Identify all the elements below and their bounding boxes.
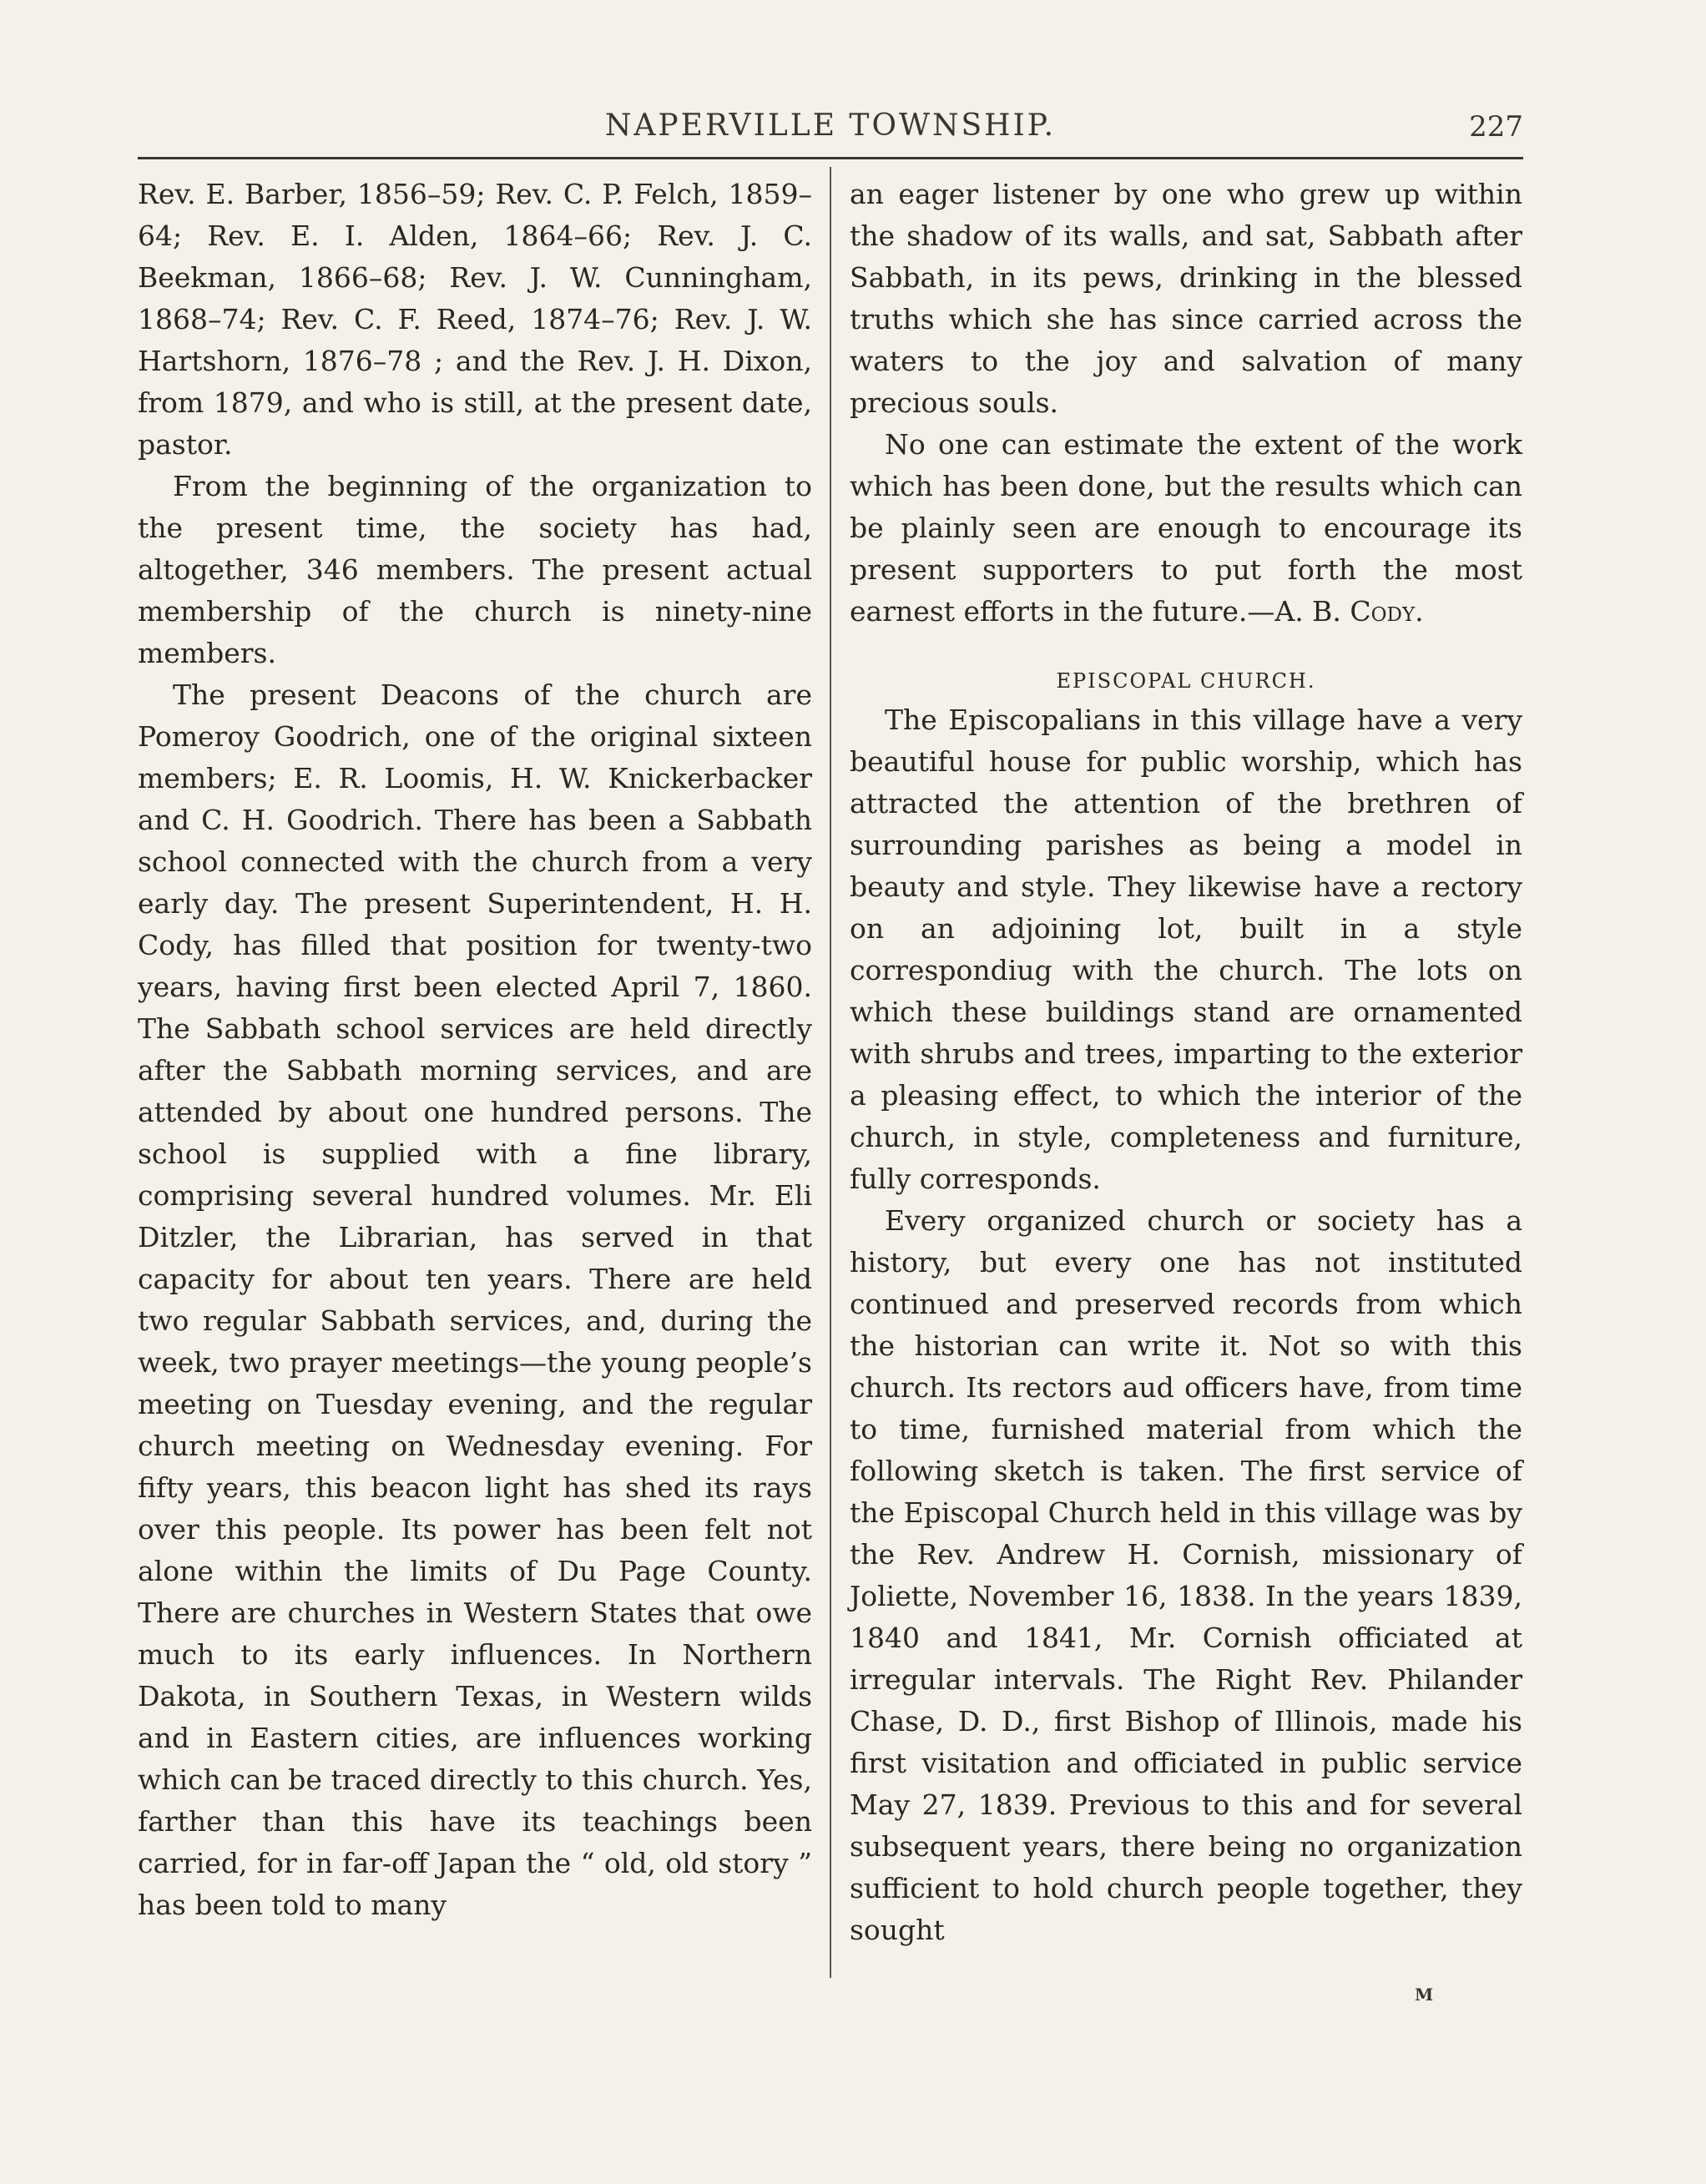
right-column — [850, 174, 1522, 1951]
paragraph-conclusion — [850, 424, 1522, 633]
column-divider — [830, 167, 831, 1978]
header-rule — [138, 157, 1523, 159]
page-title: NAPERVILLE TOWNSHIP. — [604, 108, 1057, 143]
paragraph-membership: From the beginning of the organization to the present time, the society has had, altogether, 346 members. The present actual membership of the church is ninety-nine members. — [138, 470, 812, 669]
paragraph-episcopal-history: Every organized church or society has a history, but every one has not instituted continued and preserved records from which the historian can write it. Not so with this church. Its rectors aud officers have, from time to time, furnished material from which the following sketch is taken. The first service of the Episcopal Church held in this village was by the Rev. Andrew H. Cornish, missionary of Joliette, November 16, 1838. In the years 1839, 1840 and 1841, Mr. Cornish officiated at irregular intervals. The Right Rev. Philander Chase, D. D., first Bishop of Illinois, made his first visitation and officiated in public service May 27, 1839. Previous to this and for several subsequent years, there being no organization sufficient to hold church people together, they sought — [850, 1204, 1522, 1946]
paragraph-episcopal-house: The Episcopalians in this village have a very beautiful house for public worship, which has attracted the attention of the brethren of surrounding parishes as being a model in beauty and style. They likewise have a rectory on an adjoining lot, built in a style correspondiug with the church. The lots on which these buildings stand are ornamented with shrubs and trees, imparting to the exterior a pleasing effect, to which the interior of the church, in style, completeness and furniture, fully corresponds. — [850, 704, 1522, 1195]
signature-mark: M — [1415, 1985, 1434, 2005]
paragraph-pastors: Rev. E. Barber, 1856–59; Rev. C. P. Felch, 1859–64; Rev. E. I. Alden, 1864–66; Rev. J. C. Beekman, 1866–68; Rev. J. W. Cunningham, 1868–74; Rev. C. F. Reed, 1874–76; Rev. J. W. Hartshorn, 1876–78 ; and the Rev. J. H. Dixon, from 1879, and who is still, at the present date, pastor. — [138, 178, 812, 461]
conclusion-text: No one can estimate the extent of the work which has been done, but the results which can be plainly seen are enough to encourage its present supporters to put forth the most earnest efforts in the future.— — [850, 428, 1522, 628]
paragraph-continuation: an eager listener by one who grew up within the shadow of its walls, and sat, Sabbath after Sabbath, in its pews, drinking in the blessed truths which she has since carried across the waters to the joy and salvation of many precious souls. — [850, 178, 1522, 419]
left-column — [138, 174, 812, 1926]
running-header — [138, 108, 1523, 149]
page-number: 227 — [1469, 110, 1523, 144]
author-signature: A. B. Cody. — [1274, 595, 1424, 628]
paragraph-deacons: The present Deacons of the church are Pomeroy Goodrich, one of the original sixteen members; E. R. Loomis, H. W. Knickerbacker and C. H. Goodrich. There has been a Sabbath school connected with the church from a very early day. The present Superintendent, H. H. Cody, has filled that position for twenty-two years, having first been elected April 7, 1860. The Sabbath school services are held directly after the Sabbath morning services, and are attended by about one hundred persons. The school is supplied with a fine library, comprising several hundred volumes. Mr. Eli Ditzler, the Librarian, has served in that capacity for about ten years. There are held two regular Sabbath services, and, during the week, two prayer meetings—the young people’s meeting on Tuesday evening, and the regular church meeting on Wednesday evening. For fifty years, this beacon light has shed its rays over this people. Its power has been felt not alone within the limits of Du Page County. There are churches in Western States that owe much to its early influences. In Northern Dakota, in Southern Texas, in Western wilds and in Eastern cities, are influences working which can be traced directly to this church. Yes, farther than this have its teachings been carried, for in far-off Japan the “ old, old story ” has been told to many — [138, 678, 812, 1921]
section-heading: EPISCOPAL CHURCH. — [1056, 669, 1316, 693]
